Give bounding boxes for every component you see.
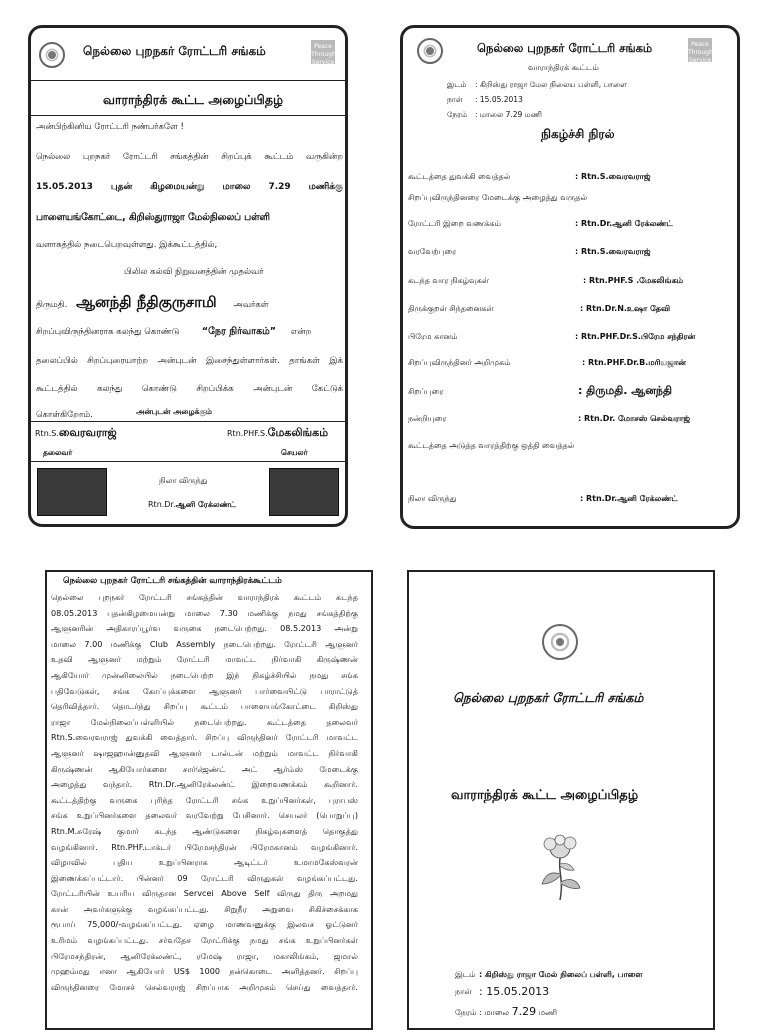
report-line: இணைக்கப்பட்டார். பின்னர் 09 ரோட்டரி விருதுகள் வழங்கப்பட்டது. [51, 872, 358, 883]
report-line: முஹம்மது ஈனா ஆகியோர் US$ 1000 நன்கொடை அளித்தனர். சிறப்பு [51, 966, 358, 977]
program-row [408, 247, 738, 261]
report-line: ரோட்டரியின் உயரிய விருதான Servcei Above Self விருது திரு அறமது [51, 888, 358, 899]
program-card [400, 25, 740, 529]
program-row [408, 358, 738, 372]
invite-line: கொள்கிறோம். [36, 410, 93, 420]
program-row [408, 304, 738, 318]
secretary-signature [227, 426, 328, 441]
venue: : கிறிஸ்து ராஜா மேல நிலைய பள்ளி, பாளை [475, 80, 627, 89]
cover-page [407, 570, 715, 1030]
report-line: Rtn.S.வைரவராஜ் துவக்கி வைத்தார். சிறப்பு விருந்தினர் ரோட்டரி மாவட்ட [51, 732, 358, 743]
program-row [408, 193, 738, 207]
cover-time-prefix: : மாலை [479, 1008, 510, 1017]
report-line: கான் அவர்களுக்கு வழங்கப்பட்டது. சிறுநீர அறுவை சிகிச்சைக்காக [51, 903, 358, 914]
rotary-wheel-icon [417, 38, 443, 64]
program-row-label: கூட்டத்தை அடுத்த வாரத்திற்கு ஒத்தி வைத்தல் [408, 441, 575, 450]
topic: “நேர நிர்வாகம்” [201, 326, 277, 337]
guest-line [36, 293, 269, 313]
dinner-host-name: ஆனி ரேக்லண்ட் [175, 500, 237, 509]
flower-illustration [538, 834, 584, 904]
program-row-label: திருக்குறள் சிந்தனைகள் [408, 304, 494, 313]
peace-badge-icon: Peace Through Service [311, 40, 335, 64]
secretary-prefix: Rtn.PHF.S. [227, 429, 268, 438]
report-line: கூட்டத்திற்கு வருகை புரிந்த ரோட்டரி சங்க உறுப்பினர்கள், புராபஸ் [51, 794, 358, 805]
cover-date: : 15.05.2013 [479, 985, 550, 998]
program-row-value: : Rtn.Dr.ஆனி ரேக்லண்ட் [575, 219, 673, 228]
report-line: விழாவில் புதிய உறுப்பினராக ஆடிட்டர் உமாமகேஸ்வரன் [51, 857, 358, 868]
program-row-label: நிலா விருந்து [408, 494, 457, 503]
food-photo-left [37, 468, 107, 516]
report-line: கிருஷ்ணன் ஆகியோர்களை சார்ஜெண்ட் அட் ஆர்ம்ஸ் மேடைக்கு [51, 763, 358, 774]
guest-suffix: அவர்கள் [233, 300, 269, 310]
cover-date-label: நாள் [455, 987, 472, 996]
report-line: பதிவேடுகள், சங்க கோப்புக்களை ஆளுனர் பார்வையிட்டு பாராட்டுத் [51, 685, 358, 696]
topic-line [36, 326, 311, 338]
food-photo-right [269, 468, 339, 516]
report-line: ஆகியோர் முன்னிலையில் நடைபெற்ற இந் நிகழ்ச்சியில் நமது சங்க [51, 669, 358, 680]
dinner-label: நிலா விருந்து [159, 476, 208, 485]
secretary-title: செயலர் [281, 448, 308, 457]
program-row-value: : Rtn.S.வைரவராஜ் [575, 172, 651, 181]
program-row [408, 332, 738, 346]
secretary-name: மேகலிங்கம் [267, 426, 329, 439]
program-heading: நிகழ்ச்சி நிரல் [541, 127, 615, 141]
report-line: சங்க உறுப்பினர்களை தலைவர் வரவேற்று பேசினார். செயலர் (பொறுப்பு) [51, 810, 358, 821]
president-name: வைரவராஜ் [58, 426, 117, 439]
date: : 15.05.2013 [475, 95, 523, 104]
program-row [408, 494, 738, 508]
program-row-label: பிரேம கானம் [408, 332, 458, 341]
invite-line: வளாகத்தில் நடைபெறவுள்ளது. இக்கூட்டத்தில், [36, 240, 218, 250]
invite-line: என்ற [290, 327, 312, 337]
program-row-value: : Rtn.Dr. மோசஸ் செல்வராஜ் [578, 414, 691, 423]
report-line: அழைத்து வந்தார். Rtn.Dr.ஆனிரேக்லண்ட் இறைவணக்கம் கூறினார். [51, 779, 358, 790]
report-line: பிரேமசந்திரன், ஆனிரேக்லண்ட், ரமேஷ் ராஜா, மகாலிங்கம், ஜமால் [51, 950, 358, 961]
president-signature [35, 426, 117, 441]
program-row-label: சிறப்புரை [408, 387, 444, 396]
time-label: நேரம் [447, 110, 468, 119]
program-row-value: : Rtn.Dr.ஆனி ரேக்லண்ட் [580, 494, 678, 503]
cover-time-value: 7.29 [511, 1005, 537, 1018]
cover-time-label: நேரம் [455, 1008, 477, 1017]
meeting-report [45, 570, 373, 1030]
cover-time [479, 1005, 557, 1018]
program-row-value: : Rtn.PHF.Dr.B.மரியஜான் [582, 358, 686, 367]
report-line: Rtn.M.சுரேஷ் குமார் கடந்த ஆண்டுகளை நிகழ்வுகளைத் தொகுத்து [51, 825, 358, 836]
report-title: நெல்லை புறநகர் ரோட்டரி சங்கத்தின் வாராந்திரக்கூட்டம் [63, 576, 282, 586]
guest-prefix: திருமதி. [36, 300, 68, 310]
report-line: ஆளுனரின் அதிகாரப்பூர்வ வருகை நடைபெற்றது. 08.5.2013 அன்று [51, 623, 358, 634]
program-row [408, 219, 738, 233]
report-line: விருந்தினரை மோசச் செல்வராஜ் சிறப்பாக அறிமுகம் செய்து வைத்தார். [51, 981, 358, 992]
invitation-title: வாராந்திரக் கூட்ட அழைப்பிதழ் [103, 92, 284, 107]
report-line: தெரிவித்தார். தொடர்ந்து சிறப்பு கூட்டம் பாளையங்கோட்டை கிறிஸ்து [51, 701, 358, 712]
invite-line: கூட்டத்தில் கலந்து கொண்டு சிறப்பிக்க அன்புடன் கேட்டுக் [36, 384, 343, 394]
cover-venue-label: இடம் [455, 970, 476, 979]
report-line: நெல்லை புறநகர் ரோட்டரி சங்கத்தின் வாராந்திரக் கூட்டம் கடந்த [51, 592, 358, 602]
cover-club-name: நெல்லை புறநகர் ரோட்டரி சங்கம் [453, 690, 644, 705]
dinner-host-prefix: Rtn.Dr. [148, 500, 176, 509]
report-line: உதவி ஆளுனர் மற்றும் ரோட்டரி மாவட்ட நிர்வாகி கிருஷ்ணன் [51, 654, 358, 665]
date-label: நாள் [447, 95, 463, 104]
report-paragraph [51, 590, 369, 995]
program-row-label: நன்றியுரை [408, 414, 447, 423]
report-line: வழங்கினார். Rtn.PHF.டாக்டர் பிரேமசந்திரன் பிரேமகானம் வழங்கினார். [51, 841, 358, 852]
report-line: மாலை 7.00 மணிக்கு Club Assembly நடைபெற்றது. ரோட்டரி ஆளுனர் [51, 638, 358, 649]
cover-title: வாராந்திரக் கூட்ட அழைப்பிதழ் [451, 788, 639, 803]
invite-venue-line: பாளையங்கோட்டை, கிறிஸ்துராஜா மேல்நிலைப் பள்ளி [36, 212, 270, 223]
program-row-label: சிறப்புவிருந்தினரை மேடைக்கு அழைத்து வருதல் [408, 193, 588, 202]
cover-time-suffix: மணி [538, 1008, 558, 1017]
meeting-type: வாராந்திரக் கூட்டம் [528, 63, 599, 72]
rotary-wheel-icon [39, 42, 65, 68]
program-row-label: ரோட்டரி இறை வணக்கம் [408, 219, 501, 228]
rotary-wheel-icon [542, 624, 578, 660]
cover-venue: : கிறிஸ்து ராஜா மேல் நிலைப் பள்ளி, பாளை [479, 970, 643, 979]
invitation-card [28, 25, 348, 527]
program-row [408, 414, 738, 428]
divider [31, 115, 345, 116]
program-row-label: வரவேற்புரை [408, 247, 457, 256]
invite-line: சிறப்புவிருந்தினராக கலந்து கொண்டு [36, 327, 180, 337]
program-row-label: கூட்டத்தை துவக்கி வைத்தல் [408, 172, 511, 181]
invite-line: பிலில கல்வி நிறுவனத்தின் முதல்வர் [124, 267, 264, 277]
peace-badge-icon: Peace Through Service [688, 38, 712, 62]
divider [31, 80, 345, 81]
club-name: நெல்லை புறநகர் ரோட்டரி சங்கம் [83, 44, 266, 58]
program-row [408, 441, 738, 455]
report-line: உரிமம் வழங்கப்பட்டது. சர்வதேச ரோட்ரிக்கு நமது சங்க உறுப்பினர்கள் [51, 935, 358, 946]
guest-name: ஆனந்தி நீதிகுருசாமி [76, 293, 217, 311]
program-row-label: கடந்த வார நிகழ்வுகள் [408, 276, 490, 285]
program-row [408, 172, 738, 186]
dinner-host [148, 500, 236, 510]
program-row-value: : திருமதி. ஆனந்தி [578, 384, 672, 397]
report-line: ரூபாய் 75,000/-வழங்கப்பட்டது. ஏழை மாணவனுக்கு இலவச ஓட்டுனர் [51, 919, 358, 930]
program-row-value: : Rtn.PHF.Dr.S.பிரேம சந்திரன் [575, 332, 696, 341]
greeting: அன்பிற்கினிய ரோட்டரி நண்பர்களே ! [36, 122, 184, 132]
president-title: தலைவர் [43, 448, 73, 457]
report-line: ஆளுனர் ஷாஜஹான்னுதவி ஆளுனர் டால்டன் மற்றும் மாவட்ட நிர்வாகி [51, 747, 358, 758]
report-line: ராஜா மேல்நிலைப்பள்ளியில் நடைபெற்றது. கூட்டத்தை தலைவர் [51, 716, 358, 727]
regards: அன்புடன் அழைக்கும் [136, 407, 212, 416]
time: : மாலை 7.29 மணி [475, 110, 542, 119]
program-row [408, 276, 738, 290]
divider [31, 421, 345, 422]
invite-line: நெல்லை புறநகர் ரோட்டரி சங்கத்தின் சிறப்புக் கூட்டம் வருகின்ற [36, 152, 343, 162]
program-row-value: : Rtn.PHF.S .மேகலிங்கம் [583, 276, 684, 285]
program-row [408, 384, 738, 402]
program-row-value: : Rtn.S.வைரவராஜ் [575, 247, 651, 256]
report-line: 08.05.2013 புதன்கிழமையன்று மாலை 7.30 மணிக்கு நமது சங்கத்திற்கு [51, 607, 358, 618]
program-row-value: : Rtn.Dr.N.உஷா தேவி [580, 304, 671, 313]
invite-date-line: 15.05.2013 புதன் கிழமையன்று மாலை 7.29 மணிக்கு [36, 182, 343, 192]
president-prefix: Rtn.S. [35, 429, 59, 438]
program-row-label: சிறப்புவிருந்தினர் அறிமுகம் [408, 358, 511, 367]
divider [31, 461, 345, 462]
venue-label: இடம் [447, 80, 467, 89]
invite-line: தலைப்பில் சிறப்புரையாற்ற அன்புடன் இசைந்துள்ளார்கள். தாங்கள் இக் [36, 356, 343, 366]
club-name: நெல்லை புறநகர் ரோட்டரி சங்கம் [477, 41, 653, 55]
